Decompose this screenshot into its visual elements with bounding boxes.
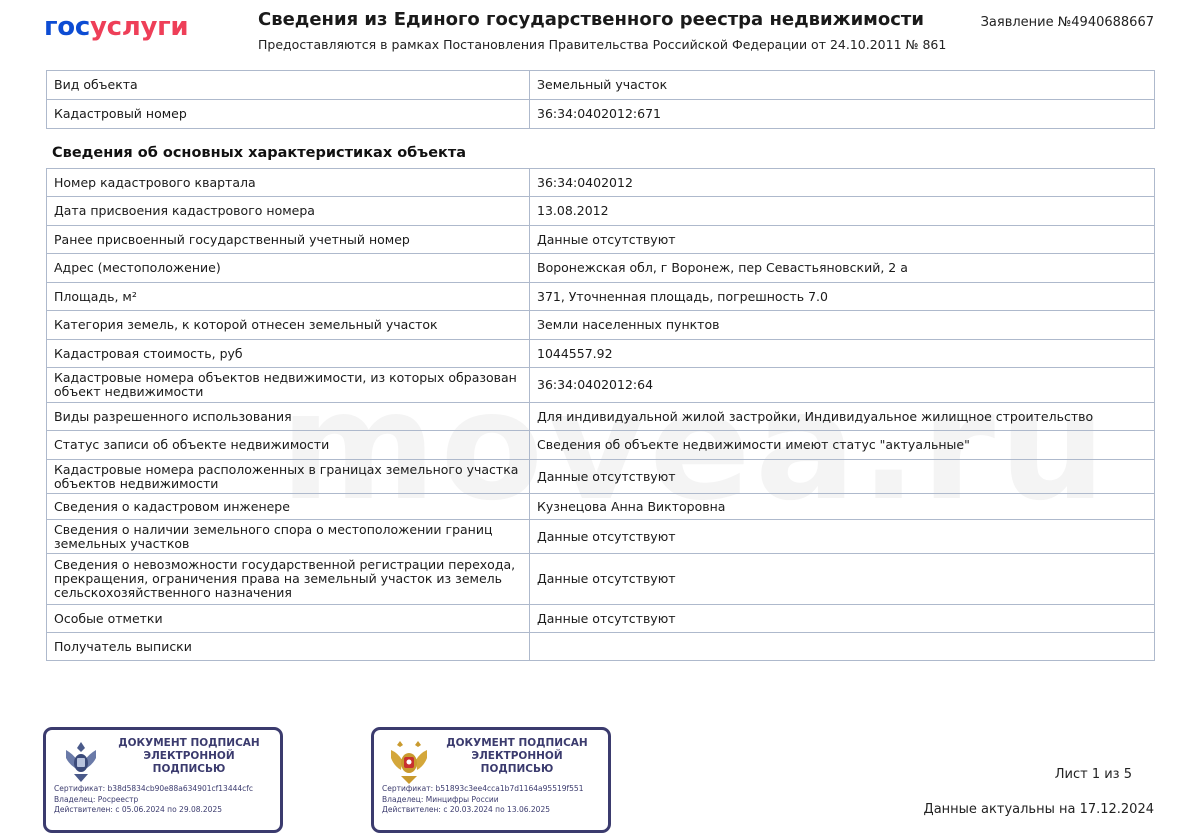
table-row <box>47 431 1155 460</box>
signature-stamp-rosreestr <box>43 727 283 833</box>
table-row <box>47 554 1155 605</box>
stamp-title: ДОКУМЕНТ ПОДПИСАН ЭЛЕКТРОННОЙ ПОДПИСЬЮ <box>118 737 260 775</box>
object-summary-table <box>46 70 1155 129</box>
row-key: Кадастровый номер <box>47 100 530 129</box>
document-title: Сведения из Единого государственного реестра недвижимости <box>258 9 924 30</box>
table-row <box>47 226 1155 254</box>
row-value: Воронежская обл, г Воронеж, пер Севастьяновский, 2 а <box>530 254 1155 283</box>
row-key: Кадастровые номера расположенных в границах земельного участка объектов недвижимости <box>47 460 530 494</box>
sheet-number: Лист 1 из 5 <box>1054 767 1132 782</box>
table-row <box>47 633 1155 661</box>
row-key: Сведения о кадастровом инженере <box>47 494 530 520</box>
row-value: Данные отсутствуют <box>530 226 1155 254</box>
rosreestr-emblem-icon <box>60 738 102 786</box>
row-key: Статус записи об объекте недвижимости <box>47 431 530 460</box>
row-key: Площадь, м² <box>47 283 530 311</box>
table-row <box>47 403 1155 431</box>
logo-part-gos: гос <box>44 12 90 42</box>
row-key: Особые отметки <box>47 605 530 633</box>
row-value: Земельный участок <box>530 71 1155 100</box>
characteristics-table <box>46 168 1155 661</box>
table-row <box>47 71 1155 100</box>
table-row <box>47 311 1155 340</box>
table-row <box>47 368 1155 403</box>
stamp-valid: Действителен: с 05.06.2024 по 29.08.2025 <box>54 805 222 814</box>
row-value: Данные отсутствуют <box>530 605 1155 633</box>
row-value: Данные отсутствуют <box>530 460 1155 494</box>
row-key: Сведения о наличии земельного спора о местоположении границ земельных участков <box>47 520 530 554</box>
gosuslugi-logo <box>44 12 188 42</box>
row-key: Ранее присвоенный государственный учетный номер <box>47 226 530 254</box>
table-row <box>47 605 1155 633</box>
row-value: Для индивидуальной жилой застройки, Индивидуальное жилищное строительство <box>530 403 1155 431</box>
row-key: Адрес (местоположение) <box>47 254 530 283</box>
table-row <box>47 197 1155 226</box>
section-title: Сведения об основных характеристиках объекта <box>52 145 467 161</box>
row-key: Дата присвоения кадастрового номера <box>47 197 530 226</box>
russia-coat-of-arms-icon <box>388 738 430 786</box>
row-key: Категория земель, к которой отнесен земельный участок <box>47 311 530 340</box>
table-row <box>47 520 1155 554</box>
row-value: 13.08.2012 <box>530 197 1155 226</box>
logo-part-uslugi: услуги <box>89 12 189 42</box>
row-value: Кузнецова Анна Викторовна <box>530 494 1155 520</box>
row-value: 36:34:0402012:64 <box>530 368 1155 403</box>
stamp-info <box>54 784 274 816</box>
table-row <box>47 494 1155 520</box>
row-key: Сведения о невозможности государственной регистрации перехода, прекращения, ограничения права на земельный участок из земель сельскохозяйственного назначения <box>47 554 530 605</box>
row-value: 371, Уточненная площадь, погрешность 7.0 <box>530 283 1155 311</box>
stamp-info <box>382 784 602 816</box>
table-row <box>47 283 1155 311</box>
document-subtitle: Предоставляются в рамках Постановления Правительства Российской Федерации от 24.10.2011 № 861 <box>258 37 947 52</box>
row-value <box>530 633 1155 661</box>
table-row <box>47 340 1155 368</box>
table-row <box>47 169 1155 197</box>
row-key: Получатель выписки <box>47 633 530 661</box>
table-row <box>47 100 1155 129</box>
stamp-valid: Действителен: с 20.03.2024 по 13.06.2025 <box>382 805 550 814</box>
application-number: Заявление №4940688667 <box>980 15 1154 30</box>
row-key: Вид объекта <box>47 71 530 100</box>
row-key: Номер кадастрового квартала <box>47 169 530 197</box>
signature-stamp-mincifry <box>371 727 611 833</box>
stamp-owner: Владелец: Минцифры России <box>382 794 499 804</box>
row-value: Земли населенных пунктов <box>530 311 1155 340</box>
table-row <box>47 254 1155 283</box>
document-header <box>0 0 1200 60</box>
stamp-title: ДОКУМЕНТ ПОДПИСАН ЭЛЕКТРОННОЙ ПОДПИСЬЮ <box>446 737 588 775</box>
row-value: 36:34:0402012:671 <box>530 100 1155 129</box>
row-key: Кадастровая стоимость, руб <box>47 340 530 368</box>
actual-date: Данные актуальны на 17.12.2024 <box>923 802 1154 817</box>
stamp-owner: Владелец: Росреестр <box>54 794 139 804</box>
row-value: Данные отсутствуют <box>530 520 1155 554</box>
row-value: Данные отсутствуют <box>530 554 1155 605</box>
row-value: 36:34:0402012 <box>530 169 1155 197</box>
table-row <box>47 460 1155 494</box>
row-key: Виды разрешенного использования <box>47 403 530 431</box>
row-key: Кадастровые номера объектов недвижимости, из которых образован объект недвижимости <box>47 368 530 403</box>
row-value: 1044557.92 <box>530 340 1155 368</box>
stamp-certificate: Сертификат: b38d5834cb90e88a634901cf13444cfc <box>54 784 254 793</box>
row-value: Сведения об объекте недвижимости имеют статус "актуальные" <box>530 431 1155 460</box>
stamp-certificate: Сертификат: b51893c3ee4cca1b7d1164a95519f551 <box>382 784 584 793</box>
